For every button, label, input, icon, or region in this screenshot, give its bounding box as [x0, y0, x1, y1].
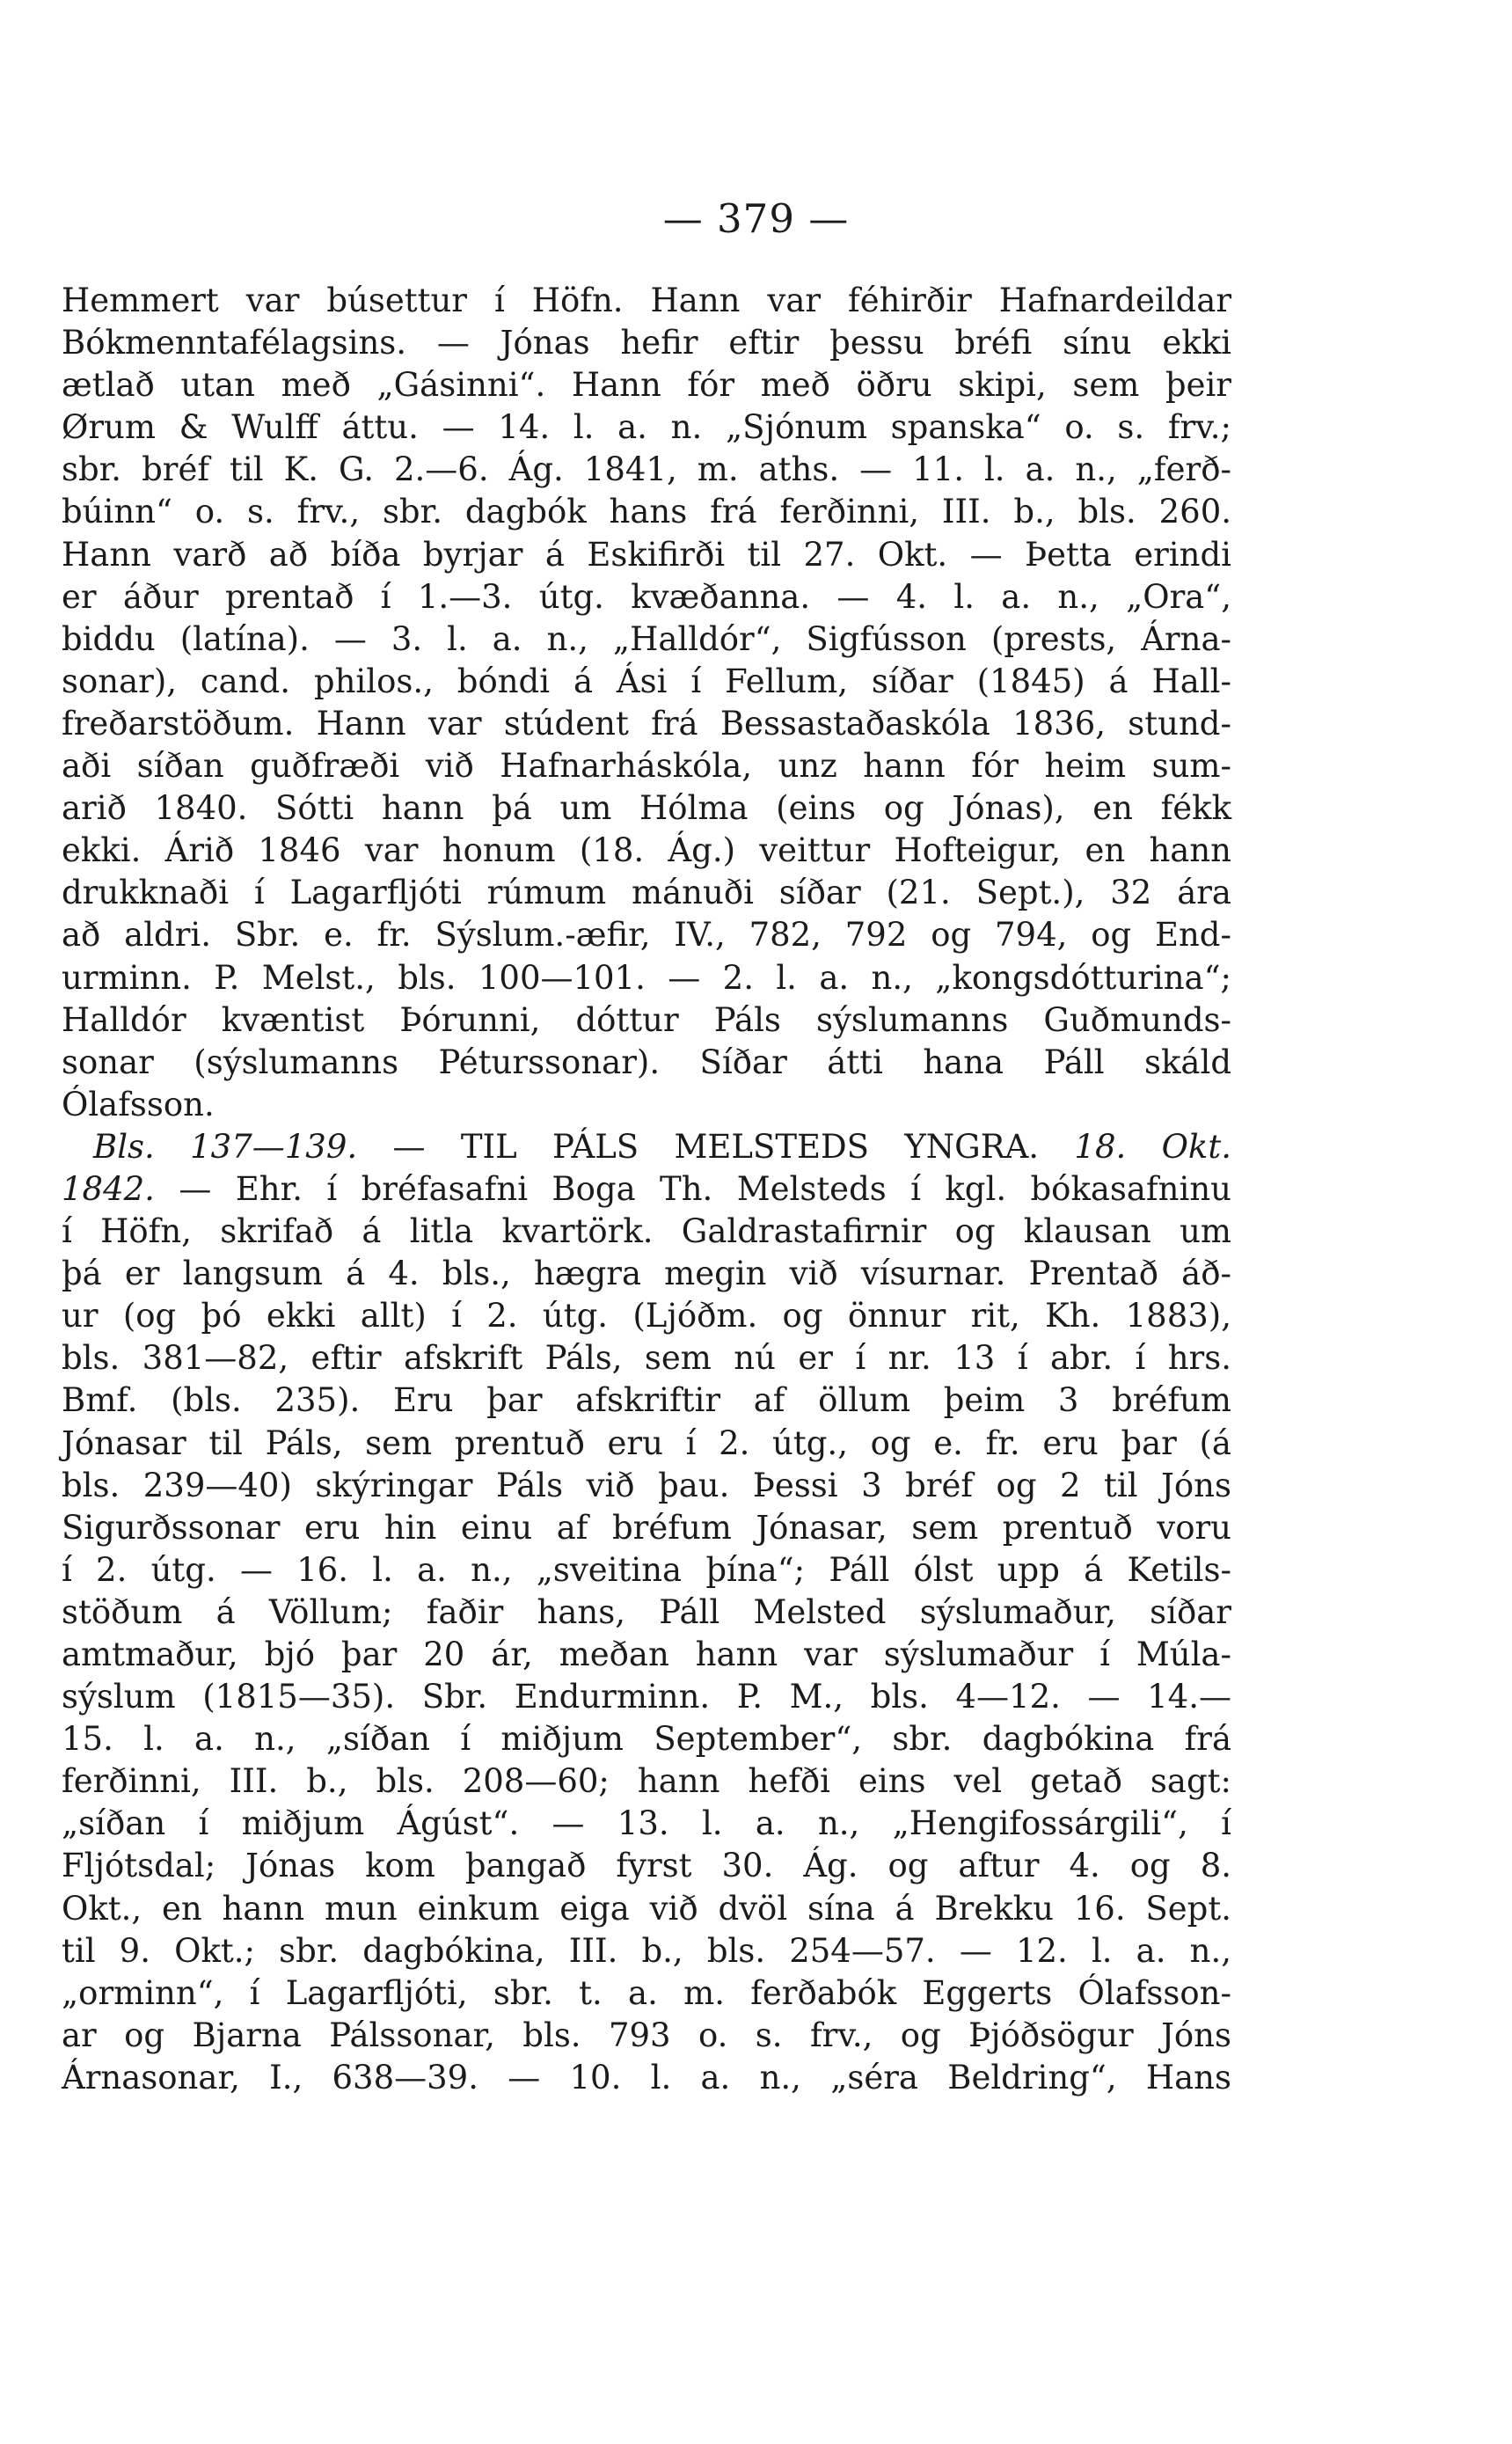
- text-line: aði síðan guðfræði við Hafnarháskóla, unz hann fór heim sum-: [62, 747, 1231, 786]
- page-reference: Bls. 137—139.: [93, 1127, 358, 1166]
- text-line: Fljótsdal; Jónas kom þangað fyrst 30. Ág. og aftur 4. og 8.: [62, 1847, 1231, 1885]
- text-line: ætlað utan með „Gásinni“. Hann fór með öðru skipi, sem þeir: [62, 366, 1231, 405]
- text-line: sbr. bréf til K. G. 2.—6. Ág. 1841, m. aths. — 11. l. a. n., „ferð-: [62, 450, 1231, 489]
- heading-dash: —: [357, 1127, 461, 1166]
- text-line: drukknaði í Lagarfljóti rúmum mánuði síðar (21. Sept.), 32 ára: [62, 874, 1231, 912]
- text-line: ekki. Árið 1846 var honum (18. Ág.) veittur Hofteigur, en hann: [62, 831, 1231, 870]
- text-line: Jónasar til Páls, sem prentuð eru í 2. útg., og e. fr. eru þar (á: [62, 1423, 1231, 1462]
- text-line: Okt., en hann mun einkum eiga við dvöl sína á Brekku 16. Sept.: [62, 1889, 1231, 1928]
- text-line: „orminn“, í Lagarfljóti, sbr. t. a. m. ferðabók Eggerts Ólafsson-: [62, 1973, 1231, 2012]
- text-line: amtmaður, bjó þar 20 ár, meðan hann var sýslumaður í Múla-: [62, 1635, 1231, 1673]
- body-text: [62, 280, 1231, 2099]
- text-line: 15. l. a. n., „síðan í miðjum September“, sbr. dagbókina frá: [62, 1720, 1231, 1759]
- page-number: — 379 —: [662, 195, 850, 242]
- text-line: Hann varð að bíða byrjar á Eskifirði til 27. Okt. — Þetta erindi: [62, 535, 1231, 574]
- text-line: búinn“ o. s. frv., sbr. dagbók hans frá ferðinni, III. b., bls. 260.: [62, 493, 1231, 531]
- text-line: þá er langsum á 4. bls., hægra megin við vísurnar. Prentað áð-: [62, 1255, 1231, 1293]
- text-line: Ørum & Wulff áttu. — 14. l. a. n. „Sjónum spanska“ o. s. frv.;: [62, 408, 1231, 447]
- text-line: ur (og þó ekki allt) í 2. útg. (Ljóðm. og önnur rit, Kh. 1883),: [62, 1297, 1231, 1335]
- text-line: biddu (latína). — 3. l. a. n., „Halldór“, Sigfússon (prests, Árna-: [62, 619, 1231, 658]
- year-italic: 1842.: [62, 1169, 155, 1208]
- text-line: Bókmenntafélagsins. — Jónas hefir eftir þessu bréfi sínu ekki: [62, 324, 1231, 362]
- line-remainder: — Ehr. í bréfasafni Boga Th. Melsteds í kgl. bókasafninu: [154, 1169, 1231, 1208]
- text-line: bls. 381—82, eftir afskrift Páls, sem nú er í nr. 13 í abr. í hrs.: [62, 1339, 1231, 1378]
- text-line: freðarstöðum. Hann var stúdent frá Bessastaðaskóla 1836, stund-: [62, 704, 1231, 743]
- text-line: í Höfn, skrifað á litla kvartörk. Galdrastafirnir og klausan um: [62, 1212, 1231, 1251]
- text-line: ferðinni, III. b., bls. 208—60; hann hefði eins vel getað sagt:: [62, 1762, 1231, 1801]
- text-line: Árnasonar, I., 638—39. — 10. l. a. n., „séra Beldring“, Hans: [62, 2058, 1231, 2096]
- text-line: sýslum (1815—35). Sbr. Endurminn. P. M., bls. 4—12. — 14.—: [62, 1678, 1231, 1716]
- text-line: í 2. útg. — 16. l. a. n., „sveitina þína“; Páll ólst upp á Ketils-: [62, 1550, 1231, 1589]
- text-line: urminn. P. Melst., bls. 100—101. — 2. l. a. n., „kongsdótturina“;: [62, 958, 1231, 997]
- text-line: arið 1840. Sótti hann þá um Hólma (eins og Jónas), en fékk: [62, 789, 1231, 828]
- text-line: stöðum á Völlum; faðir hans, Páll Melsted sýslumaður, síðar: [62, 1592, 1231, 1631]
- paragraph-2: [62, 1126, 1231, 2099]
- text-line: Bmf. (bls. 235). Eru þar afskriftir af öllum þeim 3 bréfum: [62, 1381, 1231, 1420]
- text-line: til 9. Okt.; sbr. dagbókina, III. b., bls. 254—57. — 12. l. a. n.,: [62, 1931, 1231, 1970]
- text-line: „síðan í miðjum Ágúst“. — 13. l. a. n., „Hengifossárgili“, í: [62, 1804, 1231, 1843]
- text-line: Ólafsson.: [62, 1085, 215, 1123]
- heading-title: TIL PÁLS MELSTEDS YNGRA.: [460, 1127, 1040, 1166]
- paragraph-1: [62, 280, 1231, 1126]
- text-line: Sigurðssonar eru hin einu af bréfum Jónasar, sem prentuð voru: [62, 1508, 1231, 1547]
- text-line: ar og Bjarna Pálssonar, bls. 793 o. s. frv., og Þjóðsögur Jóns: [62, 2016, 1231, 2054]
- text-line: er áður prentað í 1.—3. útg. kvæðanna. — 4. l. a. n., „Ora“,: [62, 577, 1231, 616]
- text-line-with-year: [62, 1168, 1231, 1211]
- text-line: að aldri. Sbr. e. fr. Sýslum.-æfir, IV., 782, 792 og 794, og End-: [62, 916, 1231, 955]
- text-line: sonar), cand. philos., bóndi á Ási í Fellum, síðar (1845) á Hall-: [62, 662, 1231, 700]
- section-heading: [62, 1126, 1231, 1168]
- heading-date: 18. Okt.: [1074, 1127, 1231, 1166]
- text-line: bls. 239—40) skýringar Páls við þau. Þessi 3 bréf og 2 til Jóns: [62, 1466, 1231, 1504]
- text-line: Hemmert var búsettur í Höfn. Hann var féhirðir Hafnardeildar: [62, 282, 1231, 319]
- text-line: Halldór kvæntist Þórunni, dóttur Páls sýslumanns Guðmunds-: [62, 1000, 1231, 1039]
- text-line: sonar (sýslumanns Péturssonar). Síðar átti hana Páll skáld: [62, 1043, 1231, 1081]
